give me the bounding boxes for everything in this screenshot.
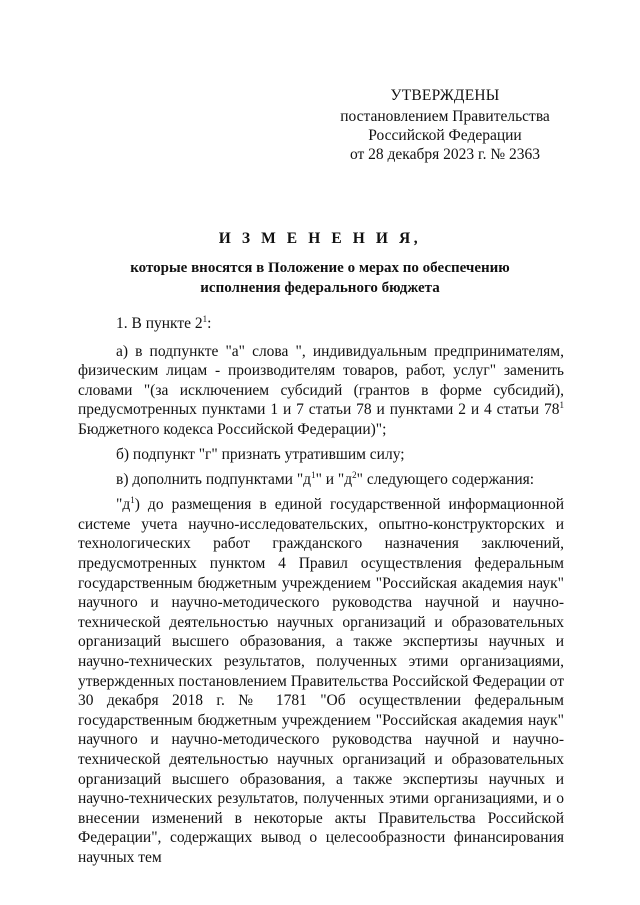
superscript: 1 (130, 495, 135, 506)
document-subtitle-line-2: исполнения федерального бюджета (200, 280, 440, 296)
paragraph-text: " и "д (315, 471, 353, 489)
approval-line-2: Российской Федерации (368, 127, 522, 144)
paragraph-subitem-a (78, 342, 564, 440)
approval-stamp (340, 86, 550, 164)
paragraph-text: 1. В пункте 2 (116, 315, 203, 332)
superscript: 1 (202, 314, 208, 324)
paragraph-subitem-b: б) подпункт "г" признать утратившим силу; (116, 446, 405, 464)
paragraph-subitem-v (78, 470, 564, 490)
paragraph-subitem-d1 (78, 495, 564, 867)
paragraph-text: в) дополнить подпунктами "д (116, 471, 312, 489)
superscript: 1 (311, 470, 316, 481)
document-subtitle-line-1: которые вносятся в Положение о мерах по обеспечению (130, 260, 510, 276)
paragraph-text: "д (116, 496, 131, 514)
paragraph-text: Бюджетного кодекса Российской Федерации)"; (78, 420, 387, 438)
document-title: И З М Е Н Е Н И Я, (218, 230, 422, 247)
paragraph-text: ) до размещения в единой государственной информационной системе учета научно-исследовательских, опытно-конструкторских и технологических работ гражданского назначения заключений, предусмотренных пунктом 4 Правил осуществления федеральным государственным бюджетным учреждением "Российская академия наук" научного и научно-методического руководства научной и научно-технической деятельностью научных организаций и образовательных организаций высшего образования, а также экспертизы научных и научно-технических результатов, полученных этими организациями, утвержденных постановлением Правительства Российской Федерации от 30 декабря 2018 г. № 1781 "Об осуществлении федеральным государственным бюджетным учреждением "Российская академия наук" научного и научно-методического руководства научной и научно-технической деятельностью научных организаций и образовательных организаций высшего образования, а также экспертизы научных и научно-технических результатов, полученных этими организациями, и о внесении изменений в некоторые акты Правительства Российской Федерации", содержащих вывод о целесообразности финансирования научных тем (78, 496, 564, 866)
paragraph-text: : (207, 315, 212, 332)
document-body (78, 314, 564, 873)
approval-heading: УТВЕРЖДЕНЫ (390, 87, 500, 104)
superscript: 1 (559, 400, 564, 411)
paragraph-item-1 (78, 314, 564, 334)
superscript: 2 (352, 470, 357, 481)
paragraph-text: а) в подпункте "а" слова ", индивидуальным предпринимателям, физическим лицам - производителям товаров, работ, услуг" заменить словами "(за исключением субсидий (грантов в форме субсидий), предусмотренных пунктами 1 и 7 статьи 78 и пунктами 2 и 4 статьи 78 (78, 342, 564, 419)
approval-line-1: постановлением Правительства (340, 108, 550, 125)
paragraph-text: " следующего содержания: (356, 471, 535, 489)
document-title-block (70, 230, 570, 298)
approval-line-3: от 28 декабря 2023 г. № 2363 (349, 146, 541, 163)
